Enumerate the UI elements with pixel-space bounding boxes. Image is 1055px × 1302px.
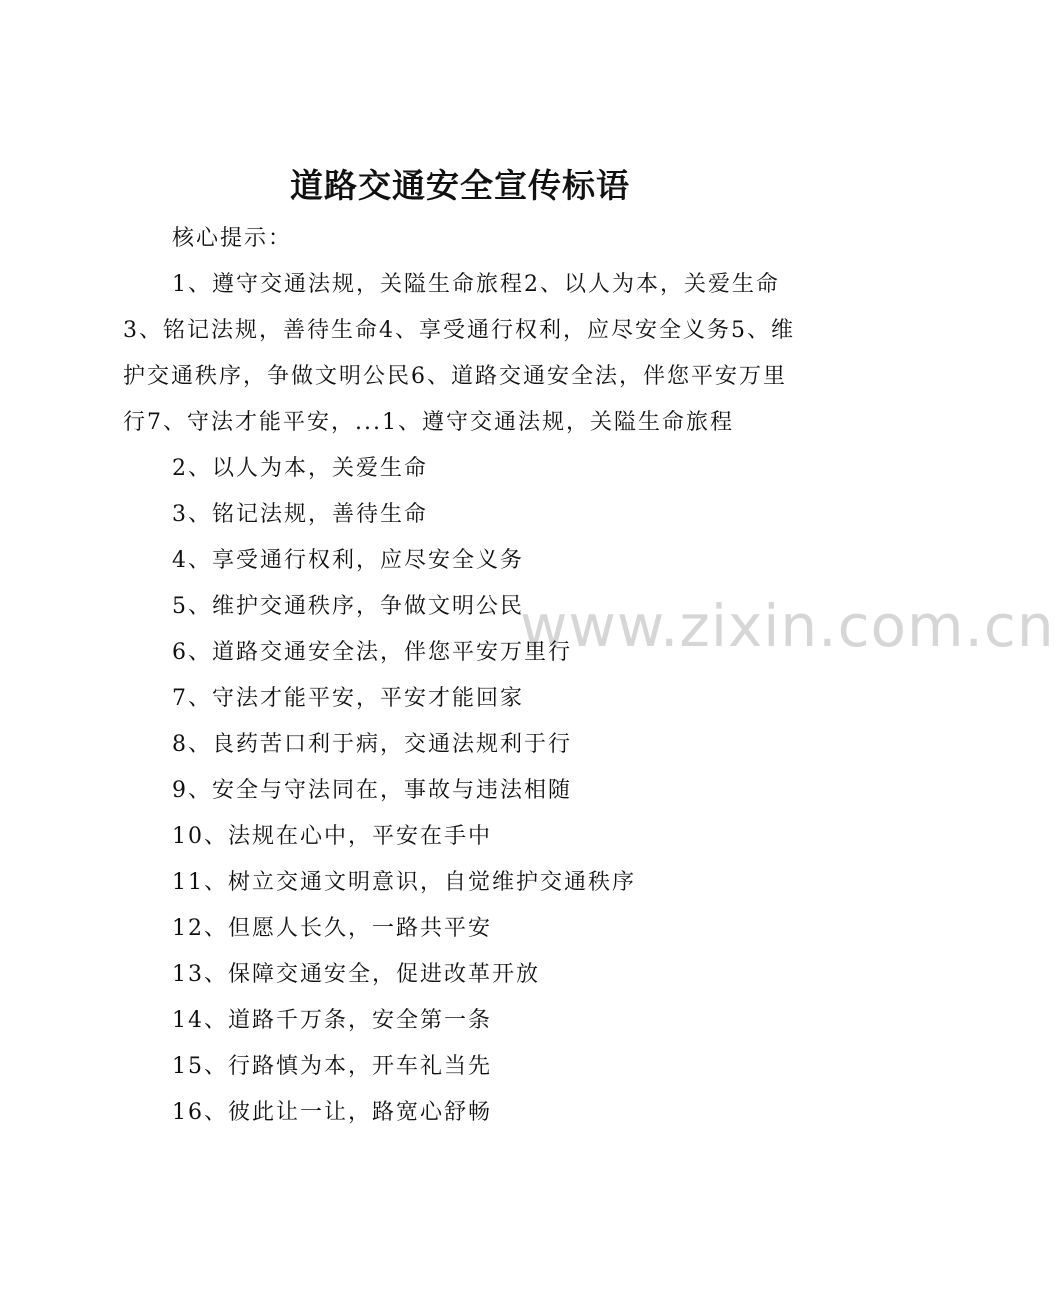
slogan-item: 14、道路千万条，安全第一条 bbox=[172, 1008, 492, 1033]
slogan-item: 16、彼此让一让，路宽心舒畅 bbox=[172, 1100, 492, 1125]
slogan-item: 8、良药苦口利于病，交通法规利于行 bbox=[172, 732, 572, 757]
slogan-item: 2、以人为本，关爱生命 bbox=[172, 456, 428, 481]
slogan-item: 11、树立交通文明意识，自觉维护交通秩序 bbox=[172, 870, 636, 895]
slogan-item: 7、守法才能平安，平安才能回家 bbox=[172, 686, 524, 711]
slogan-item: 6、道路交通安全法，伴您平安万里行 bbox=[172, 640, 572, 665]
slogan-item: 15、行路慎为本，开车礼当先 bbox=[172, 1054, 492, 1079]
slogan-item: 3、铭记法规，善待生命 bbox=[172, 502, 428, 527]
slogan-item: 5、维护交通秩序，争做文明公民 bbox=[172, 594, 524, 619]
slogan-item: 10、法规在心中，平安在手中 bbox=[172, 824, 492, 849]
intro-paragraph: 1、遵守交通法规，关隘生命旅程2、以人为本，关爱生命3、铭记法规，善待生命4、享受通行权利，应尽安全义务5、维护交通秩序，争做文明公民6、道路交通安全法，伴您平安万里行7、守法才能平安，...1、遵守交通法规，关隘生命旅程 bbox=[123, 272, 795, 435]
document-body bbox=[123, 216, 808, 1136]
document-title: 道路交通安全宣传标语 bbox=[290, 166, 630, 205]
core-prompt: 核心提示： bbox=[172, 226, 293, 251]
slogan-item: 13、保障交通安全，促进改革开放 bbox=[172, 962, 540, 987]
watermark: www.zixin.com.cn bbox=[520, 592, 1055, 660]
slogan-item: 12、但愿人长久，一路共平安 bbox=[172, 916, 492, 941]
slogan-item: 4、享受通行权利，应尽安全义务 bbox=[172, 548, 524, 573]
slogan-item: 9、安全与守法同在，事故与违法相随 bbox=[172, 778, 572, 803]
